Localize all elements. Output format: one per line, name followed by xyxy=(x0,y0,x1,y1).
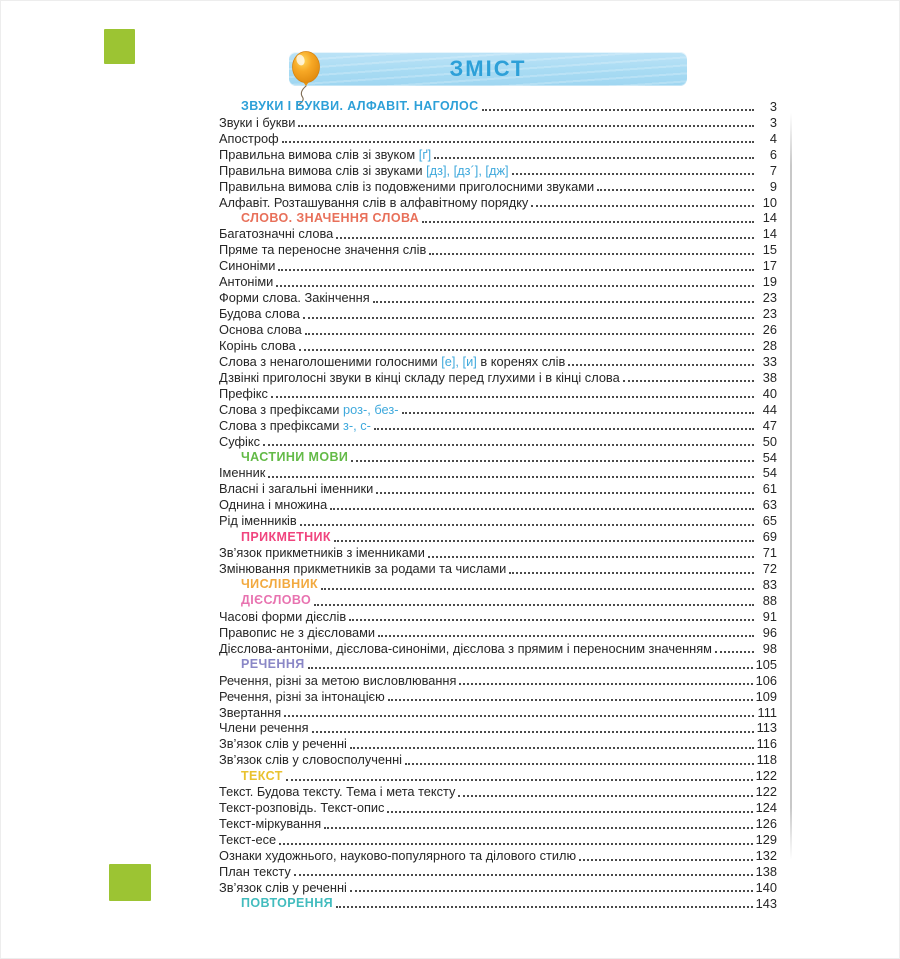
page-number: 132 xyxy=(755,847,777,863)
dot-leader xyxy=(482,109,754,111)
dot-leader xyxy=(512,173,754,175)
entry-title: Префікс xyxy=(219,385,268,401)
entry-title: Іменник xyxy=(219,465,266,481)
dot-leader xyxy=(305,333,754,335)
dot-leader xyxy=(509,572,754,574)
green-corner-square-top xyxy=(104,29,135,64)
page-number: 113 xyxy=(756,720,777,736)
page-number: 38 xyxy=(762,369,777,385)
toc-item-row xyxy=(219,241,777,257)
page-number: 83 xyxy=(762,577,777,592)
entry-title: Правопис не з дієсловами xyxy=(219,624,376,640)
page-number: 63 xyxy=(762,497,777,513)
dot-leader xyxy=(299,349,754,351)
page-number: 129 xyxy=(755,832,777,847)
entry-title: Дзвінкі приголосні звуки в кінці складу перед глухими і в кінці слова xyxy=(219,369,620,385)
page-number: 3 xyxy=(769,114,777,130)
dot-leader xyxy=(378,635,754,637)
entry-title: РЕЧЕННЯ xyxy=(241,657,305,671)
toc-item-row xyxy=(219,831,777,847)
page-number: 44 xyxy=(762,401,777,417)
dot-leader xyxy=(294,874,753,876)
entry-title: Однина і множина xyxy=(219,497,328,513)
page-number: 54 xyxy=(762,465,777,481)
dot-leader xyxy=(429,253,754,255)
page-number: 50 xyxy=(762,433,777,449)
toc-item-row xyxy=(219,146,777,162)
green-corner-square-bottom xyxy=(109,864,151,901)
toc-item-row xyxy=(219,305,777,321)
page-number: 72 xyxy=(762,561,777,577)
page-number: 17 xyxy=(762,258,777,274)
dot-leader xyxy=(402,412,755,414)
toc-item-row xyxy=(219,401,777,417)
toc-item-row xyxy=(219,257,777,273)
page-number: 15 xyxy=(762,242,777,258)
entry-title: Правильна вимова слів зі звуком [ґ] xyxy=(219,146,432,162)
dot-leader xyxy=(271,396,754,398)
page-number: 98 xyxy=(762,640,777,656)
toc-item-row xyxy=(219,783,777,799)
toc-item-row xyxy=(219,512,777,528)
dot-leader xyxy=(458,795,752,797)
entry-title: Антоніми xyxy=(219,274,274,290)
entry-title: Правильна вимова слів зі звуками [дз], [дз´], [дж] xyxy=(219,162,509,178)
toc-item-row xyxy=(219,544,777,560)
toc-section-row xyxy=(219,449,777,465)
dot-leader xyxy=(405,763,754,765)
toc-item-row xyxy=(219,847,777,863)
page-number: 6 xyxy=(769,146,777,162)
dot-leader xyxy=(263,444,754,446)
entry-title: Форми слова. Закінчення xyxy=(219,290,370,306)
entry-title: Будова слова xyxy=(219,306,300,322)
dot-leader xyxy=(351,460,754,462)
entry-title: ДІЄСЛОВО xyxy=(241,593,312,608)
dot-leader xyxy=(268,476,754,478)
contents-banner xyxy=(289,52,687,86)
entry-title: Рід іменників xyxy=(219,513,297,529)
dot-leader xyxy=(623,380,754,382)
page-number: 143 xyxy=(755,895,777,911)
entry-title: План тексту xyxy=(219,863,291,879)
toc-item-row xyxy=(219,417,777,433)
entry-title: Дієслова-антоніми, дієслова-синоніми, дієслова з прямим і переносним значенням xyxy=(219,640,712,656)
dot-leader xyxy=(308,667,753,669)
dot-leader xyxy=(568,364,754,366)
page-number: 23 xyxy=(762,290,777,306)
page-number: 124 xyxy=(755,800,777,816)
toc-item-row xyxy=(219,688,777,704)
page-number: 138 xyxy=(755,863,777,879)
entry-title: ПРИКМЕТНИК xyxy=(241,529,331,544)
toc-section-row xyxy=(219,767,777,783)
page-number: 140 xyxy=(755,879,777,895)
toc-section-row xyxy=(219,98,777,114)
dot-leader xyxy=(321,588,754,590)
entry-title: Корінь слова xyxy=(219,337,296,353)
entry-title: Ознаки художнього, науково-популярного та ділового стилю xyxy=(219,847,577,863)
dot-leader xyxy=(286,779,753,781)
toc-item-row xyxy=(219,353,777,369)
dot-leader xyxy=(388,699,753,701)
entry-title: Основа слова xyxy=(219,322,302,337)
entry-title: Правильна вимова слів із подовженими приголосними звуками xyxy=(219,178,595,194)
toc-section-row xyxy=(219,592,777,608)
entry-title: Зв’язок слів у словосполученні xyxy=(219,752,402,768)
entry-title: ЗВУКИ І БУКВИ. АЛФАВІТ. НАГОЛОС xyxy=(241,99,479,114)
page-number: 109 xyxy=(755,688,777,704)
entry-title: Текст-розповідь. Текст-опис xyxy=(219,800,385,816)
page-number: 19 xyxy=(762,274,777,290)
page-number: 4 xyxy=(769,130,777,146)
toc-item-row xyxy=(219,178,777,194)
page-number: 14 xyxy=(762,226,777,242)
dot-leader xyxy=(350,890,753,892)
page-number: 65 xyxy=(762,513,777,529)
entry-title: ПОВТОРЕННЯ xyxy=(241,896,334,911)
table-of-contents xyxy=(219,98,777,911)
entry-title: Текст-міркування xyxy=(219,816,322,832)
entry-title: Зв’язок прикметників з іменниками xyxy=(219,545,425,561)
dot-leader xyxy=(336,237,754,239)
page-number: 116 xyxy=(756,736,777,752)
entry-title: Пряме та переносне значення слів xyxy=(219,242,427,258)
page-number: 54 xyxy=(762,449,777,465)
entry-title: Речення, різні за метою висловлювання xyxy=(219,672,457,688)
dot-leader xyxy=(282,141,754,143)
toc-item-row xyxy=(219,321,777,337)
entry-title: Часові форми дієслів xyxy=(219,608,347,624)
toc-item-row xyxy=(219,114,777,130)
toc-item-row xyxy=(219,162,777,178)
entry-title: Багатозначні слова xyxy=(219,226,334,242)
page-number: 47 xyxy=(762,417,777,433)
toc-item-row xyxy=(219,130,777,146)
entry-title: Апостроф xyxy=(219,130,279,146)
toc-item-row xyxy=(219,640,777,656)
page-number: 9 xyxy=(769,178,777,194)
dot-leader xyxy=(387,811,752,813)
dot-leader xyxy=(349,619,754,621)
page-number: 122 xyxy=(755,784,777,800)
entry-title: Текст-есе xyxy=(219,832,277,847)
dot-leader xyxy=(374,428,754,430)
entry-title: Слова з префіксами роз-, без- xyxy=(219,401,399,417)
page-number: 69 xyxy=(762,529,777,545)
toc-item-row xyxy=(219,736,777,752)
toc-item-row xyxy=(219,720,777,736)
toc-section-row xyxy=(219,528,777,544)
entry-title: Слова з префіксами з-, с- xyxy=(219,417,371,433)
toc-item-row xyxy=(219,560,777,576)
dot-leader xyxy=(336,906,753,908)
entry-title: Звуки і букви xyxy=(219,114,296,130)
dot-leader xyxy=(276,285,754,287)
dot-leader xyxy=(312,731,754,733)
entry-title: Речення, різні за інтонацією xyxy=(219,688,385,704)
dot-leader xyxy=(597,189,754,191)
page-number: 106 xyxy=(755,672,777,688)
toc-item-row xyxy=(219,289,777,305)
toc-item-row xyxy=(219,624,777,640)
dot-leader xyxy=(459,683,752,685)
toc-section-row xyxy=(219,895,777,911)
page-number: 88 xyxy=(762,592,777,608)
toc-item-row xyxy=(219,273,777,289)
page-number: 96 xyxy=(762,624,777,640)
dot-leader xyxy=(350,747,754,749)
entry-title: Власні і загальні іменники xyxy=(219,481,374,497)
page-number: 91 xyxy=(762,608,777,624)
entry-title: Синоніми xyxy=(219,258,276,274)
entry-title: ТЕКСТ xyxy=(241,768,283,783)
dot-leader xyxy=(284,715,754,717)
page-number: 105 xyxy=(755,656,777,672)
page-number: 14 xyxy=(762,210,777,226)
dot-leader xyxy=(314,604,754,606)
dot-leader xyxy=(531,205,754,207)
page-number: 71 xyxy=(762,545,777,561)
toc-item-row xyxy=(219,815,777,831)
entry-title: Звертання xyxy=(219,704,282,720)
toc-item-row xyxy=(219,465,777,481)
dot-leader xyxy=(300,524,754,526)
entry-title: Алфавіт. Розташування слів в алфавітному порядку xyxy=(219,194,529,210)
dot-leader xyxy=(298,125,754,127)
toc-item-row xyxy=(219,226,777,242)
toc-section-row xyxy=(219,576,777,592)
entry-title: Зв’язок слів у реченні xyxy=(219,879,347,895)
dot-leader xyxy=(278,269,754,271)
page-number: 7 xyxy=(769,162,777,178)
entry-title: Слова з ненаголошеними голосними [е], [и] в коренях слів xyxy=(219,353,566,369)
dot-leader xyxy=(324,827,752,829)
page-edge-line xyxy=(790,113,792,860)
page-number: 118 xyxy=(756,752,777,768)
toc-item-row xyxy=(219,608,777,624)
dot-leader xyxy=(373,301,754,303)
entry-title: Суфікс xyxy=(219,433,261,449)
page-number: 122 xyxy=(755,768,777,784)
toc-item-row xyxy=(219,751,777,767)
toc-section-row xyxy=(219,656,777,672)
toc-item-row xyxy=(219,385,777,401)
toc-item-row xyxy=(219,369,777,385)
toc-item-row xyxy=(219,481,777,497)
page-number: 28 xyxy=(762,337,777,353)
page-number: 40 xyxy=(762,385,777,401)
dot-leader xyxy=(334,540,754,542)
dot-leader xyxy=(579,859,753,861)
toc-item-row xyxy=(219,672,777,688)
toc-item-row xyxy=(219,433,777,449)
page-number: 126 xyxy=(755,816,777,832)
toc-item-row xyxy=(219,863,777,879)
page-number: 33 xyxy=(762,353,777,369)
entry-title: Зв’язок слів у реченні xyxy=(219,736,347,752)
toc-item-row xyxy=(219,879,777,895)
dot-leader xyxy=(279,843,753,845)
entry-title: Змінювання прикметників за родами та числами xyxy=(219,561,507,577)
toc-item-row xyxy=(219,337,777,353)
page-number: 61 xyxy=(762,481,777,497)
toc-item-row xyxy=(219,799,777,815)
entry-title: ЧИСЛІВНИК xyxy=(241,577,318,592)
page-number: 111 xyxy=(757,704,777,720)
dot-leader xyxy=(330,508,754,510)
entry-title: Текст. Будова тексту. Тема і мета тексту xyxy=(219,784,456,800)
toc-section-row xyxy=(219,210,777,226)
entry-title: СЛОВО. ЗНАЧЕННЯ СЛОВА xyxy=(241,210,420,225)
entry-title: Члени речення xyxy=(219,720,309,736)
dot-leader xyxy=(715,651,754,653)
page-number: 26 xyxy=(762,322,777,337)
page-number: 3 xyxy=(769,98,777,114)
toc-item-row xyxy=(219,704,777,720)
toc-item-row xyxy=(219,496,777,512)
dot-leader xyxy=(376,492,754,494)
dot-leader xyxy=(434,157,754,159)
toc-item-row xyxy=(219,194,777,210)
dot-leader xyxy=(422,221,754,223)
page-number: 23 xyxy=(762,306,777,322)
dot-leader xyxy=(428,556,754,558)
entry-title: ЧАСТИНИ МОВИ xyxy=(241,449,349,464)
contents-title: ЗМІСТ xyxy=(449,56,527,81)
dot-leader xyxy=(303,317,754,319)
page-number: 10 xyxy=(762,194,777,210)
